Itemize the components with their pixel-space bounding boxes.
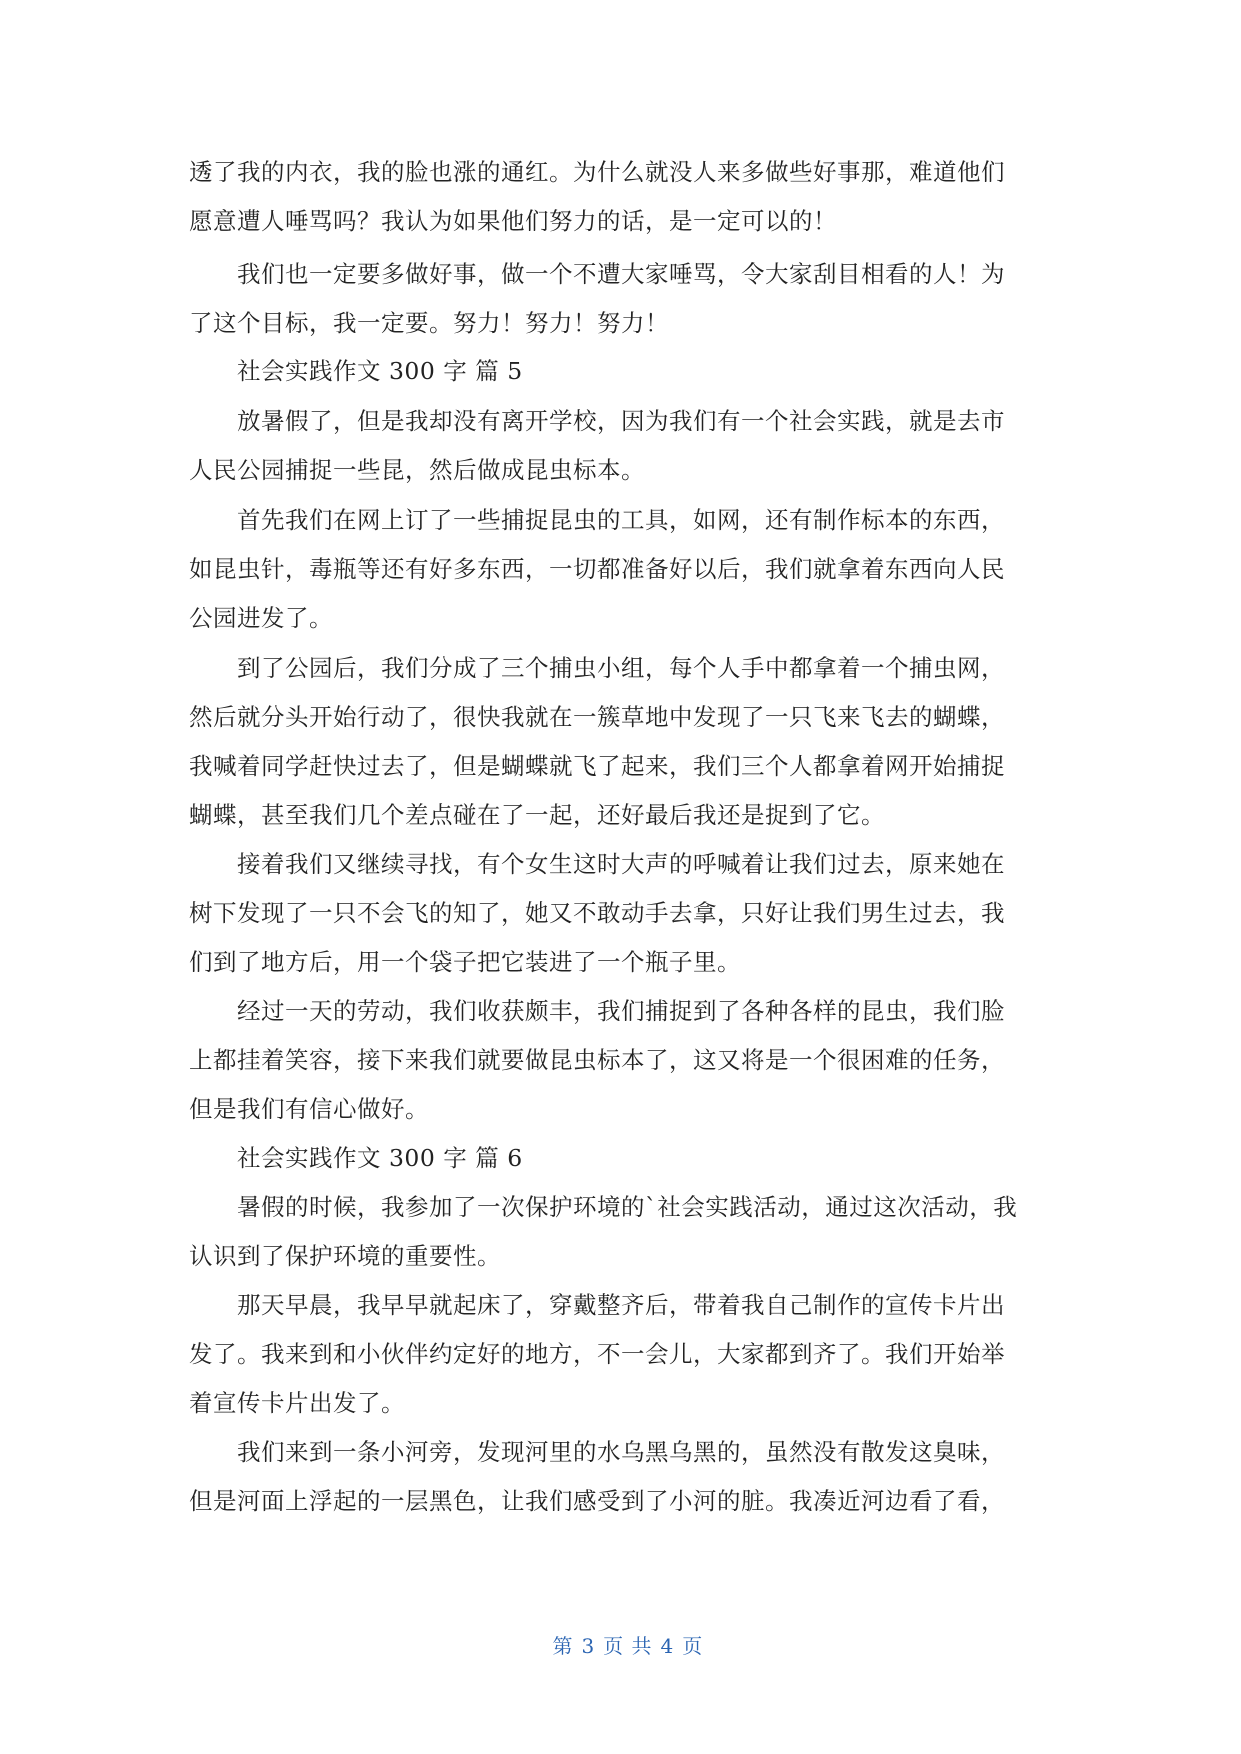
total-page-number: 4 (660, 1634, 675, 1658)
paragraph-line: 但是我们有信心做好。 (189, 1095, 429, 1123)
paragraph-line: 我们也一定要多做好事，做一个不遭大家唾骂，令大家刮目相看的人！为 (237, 260, 1005, 288)
paragraph-line: 蝴蝶，甚至我们几个差点碰在了一起，还好最后我还是捉到了它。 (189, 801, 885, 829)
paragraph-line: 了这个目标，我一定要。努力！努力！努力！ (189, 309, 669, 337)
paragraph-line: 树下发现了一只不会飞的知了，她又不敢动手去拿，只好让我们男生过去，我 (189, 899, 1005, 927)
section-heading: 社会实践作文 300 字 篇 6 (237, 1144, 523, 1172)
paragraph-line: 但是河面上浮起的一层黑色，让我们感受到了小河的脏。我凑近河边看了看， (189, 1487, 1005, 1515)
paragraph-line: 暑假的时候，我参加了一次保护环境的`社会实践活动，通过这次活动，我 (237, 1193, 1018, 1221)
paragraph-line: 那天早晨，我早早就起床了，穿戴整齐后，带着我自己制作的宣传卡片出 (237, 1291, 1005, 1319)
paragraph-line: 然后就分头开始行动了，很快我就在一簇草地中发现了一只飞来飞去的蝴蝶， (189, 703, 1005, 731)
paragraph-line: 接着我们又继续寻找，有个女生这时大声的呼喊着让我们过去，原来她在 (237, 850, 1005, 878)
paragraph-line: 上都挂着笑容，接下来我们就要做昆虫标本了，这又将是一个很困难的任务， (189, 1046, 1005, 1074)
current-page-number: 3 (581, 1634, 596, 1658)
paragraph-line: 公园进发了。 (189, 604, 333, 632)
paragraph-line: 首先我们在网上订了一些捕捉昆虫的工具，如网，还有制作标本的东西， (237, 506, 1005, 534)
paragraph-line: 经过一天的劳动，我们收获颇丰，我们捕捉到了各种各样的昆虫，我们脸 (237, 997, 1005, 1025)
paragraph-line: 着宣传卡片出发了。 (189, 1389, 405, 1417)
paragraph-line: 认识到了保护环境的重要性。 (189, 1242, 501, 1270)
paragraph-line: 们到了地方后，用一个袋子把它装进了一个瓶子里。 (189, 948, 741, 976)
footer-suffix: 页 (682, 1634, 704, 1658)
page-footer (0, 1606, 1241, 1659)
paragraph-line: 如昆虫针，毒瓶等还有好多东西，一切都准备好以后，我们就拿着东西向人民 (189, 555, 1005, 583)
paragraph-line: 我喊着同学赶快过去了，但是蝴蝶就飞了起来，我们三个人都拿着网开始捕捉 (189, 752, 1005, 780)
paragraph-line: 透了我的内衣，我的脸也涨的通红。为什么就没人来多做些好事那，难道他们 (189, 158, 1005, 186)
paragraph-line: 发了。我来到和小伙伴约定好的地方，不一会儿，大家都到齐了。我们开始举 (189, 1340, 1005, 1368)
paragraph-line: 愿意遭人唾骂吗？我认为如果他们努力的话，是一定可以的！ (189, 207, 837, 235)
footer-middle: 页 共 (603, 1634, 653, 1658)
footer-prefix: 第 (552, 1634, 574, 1658)
paragraph-line: 人民公园捕捉一些昆，然后做成昆虫标本。 (189, 456, 645, 484)
paragraph-line: 到了公园后，我们分成了三个捕虫小组，每个人手中都拿着一个捕虫网， (237, 654, 1005, 682)
paragraph-line: 我们来到一条小河旁，发现河里的水乌黑乌黑的，虽然没有散发这臭味， (237, 1438, 1005, 1466)
paragraph-line: 放暑假了，但是我却没有离开学校，因为我们有一个社会实践，就是去市 (237, 407, 1005, 435)
section-heading: 社会实践作文 300 字 篇 5 (237, 357, 523, 385)
